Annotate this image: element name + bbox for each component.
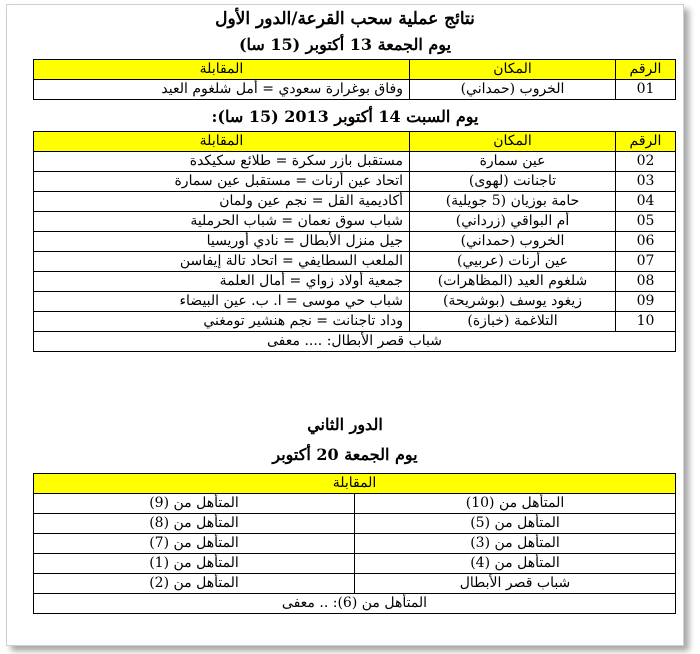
- round1-day1-table: [33, 59, 676, 100]
- table-row: [34, 172, 676, 192]
- match-number: 02: [616, 152, 676, 172]
- match-teams: الملعب السطايفي = اتحاد تالة إيفاسن: [34, 252, 410, 272]
- match-teams: شباب حي موسى = ا. ب. عين البيضاء: [34, 292, 410, 312]
- table-header-row: [34, 60, 676, 80]
- match-teams: أكاديمية القل = نجم عين ولمان: [34, 192, 410, 212]
- day2-heading: يوم السبت 14 أكتوبر 2013 (15 سا):: [211, 107, 479, 126]
- exempt-row: [34, 332, 676, 352]
- home-qualifier: المتأهل من (10): [355, 494, 676, 514]
- table-row: [34, 494, 676, 514]
- match-teams: مستقبل بازر سكرة = طلائع سكيكدة: [34, 152, 410, 172]
- table-header-row: [34, 132, 676, 152]
- match-number: 01: [616, 80, 676, 100]
- away-qualifier: المتأهل من (9): [34, 494, 355, 514]
- match-teams: اتحاد عين أرنات = مستقبل عين سمارة: [34, 172, 410, 192]
- table-row: [34, 292, 676, 312]
- table-header-row: [34, 474, 676, 494]
- match-venue: التلاغمة (خبازة): [410, 312, 616, 332]
- match-venue: عين سمارة: [410, 152, 616, 172]
- table-row: [34, 312, 676, 332]
- exempt-row: [34, 594, 676, 614]
- match-number: 06: [616, 232, 676, 252]
- match-venue: شلغوم العيد (المظاهرات): [410, 272, 616, 292]
- away-qualifier: المتأهل من (7): [34, 534, 355, 554]
- header-match: المقابلة: [34, 132, 410, 152]
- match-venue: الخروب (حمداني): [410, 80, 616, 100]
- table-row: [34, 574, 676, 594]
- match-number: 04: [616, 192, 676, 212]
- header-match: المقابلة: [34, 60, 410, 80]
- table-row: [34, 514, 676, 534]
- document-frame: [6, 4, 684, 646]
- match-teams: وداد تاجنانت = نجم هنشير تومغني: [34, 312, 410, 332]
- match-venue: أم البواقي (زرداني): [410, 212, 616, 232]
- match-venue: زيغود يوسف (بوشريحة): [410, 292, 616, 312]
- table-row: [34, 272, 676, 292]
- match-teams: شباب سوق نعمان = شباب الحرملية: [34, 212, 410, 232]
- header-number: الرقم: [616, 60, 676, 80]
- table-row: [34, 80, 676, 100]
- away-qualifier: المتأهل من (8): [34, 514, 355, 534]
- match-venue: عين أرنات (عربيي): [410, 252, 616, 272]
- table-row: [34, 252, 676, 272]
- home-qualifier: المتأهل من (4): [355, 554, 676, 574]
- match-number: 09: [616, 292, 676, 312]
- header-venue: المكان: [410, 60, 616, 80]
- table-row: [34, 534, 676, 554]
- match-teams: وفاق بوغرارة سعودي = أمل شلغوم العيد: [34, 80, 410, 100]
- match-venue: تاجنانت (لهوى): [410, 172, 616, 192]
- table-row: [34, 212, 676, 232]
- match-number: 03: [616, 172, 676, 192]
- exempt-note: المتأهل من (6): .. معفى: [34, 594, 676, 614]
- home-qualifier: شباب قصر الأبطال: [355, 574, 676, 594]
- day3-heading: يوم الجمعة 20 أكتوبر: [272, 445, 418, 464]
- table-row: [34, 152, 676, 172]
- match-venue: حامة بوزيان (5 جويلية): [410, 192, 616, 212]
- home-qualifier: المتأهل من (5): [355, 514, 676, 534]
- match-number: 07: [616, 252, 676, 272]
- header-venue: المكان: [410, 132, 616, 152]
- home-qualifier: المتأهل من (3): [355, 534, 676, 554]
- table-row: [34, 232, 676, 252]
- match-number: 05: [616, 212, 676, 232]
- round2-heading: الدور الثاني: [307, 415, 383, 434]
- away-qualifier: المتأهل من (2): [34, 574, 355, 594]
- header-number: الرقم: [616, 132, 676, 152]
- match-number: 08: [616, 272, 676, 292]
- table-row: [34, 192, 676, 212]
- match-teams: جمعية أولاد زواي = أمال العلمة: [34, 272, 410, 292]
- round1-day2-table: [33, 131, 676, 352]
- away-qualifier: المتأهل من (1): [34, 554, 355, 574]
- header-match: المقابلة: [34, 474, 676, 494]
- exempt-note: شباب قصر الأبطال: .... معفى: [34, 332, 676, 352]
- round2-table: [33, 473, 676, 614]
- match-teams: جيل منزل الأبطال = نادي أوريسيا: [34, 232, 410, 252]
- table-row: [34, 554, 676, 574]
- match-venue: الخروب (حمداني): [410, 232, 616, 252]
- page-title: نتائج عملية سحب القرعة/الدور الأول: [215, 9, 475, 29]
- match-number: 10: [616, 312, 676, 332]
- day1-heading: يوم الجمعة 13 أكتوبر (15 سا): [238, 35, 452, 54]
